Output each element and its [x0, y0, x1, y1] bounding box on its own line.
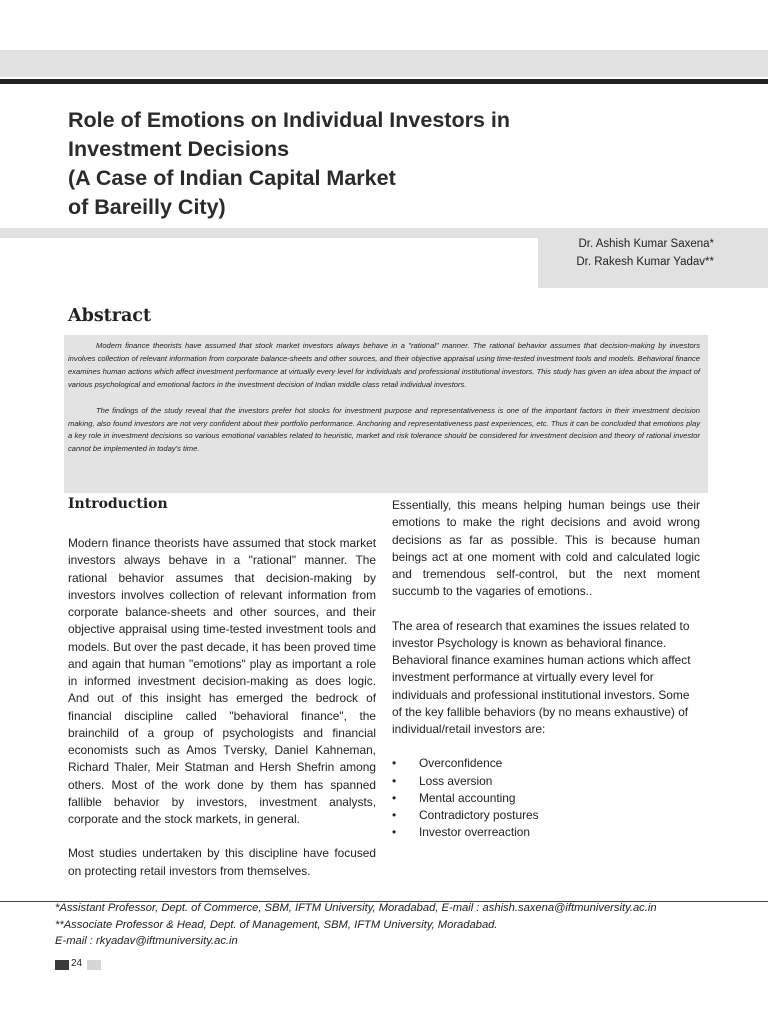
author-list: [520, 235, 714, 271]
page-marker-light: [87, 960, 101, 970]
intro-paragraph-4: The area of research that examines the issues related to investor Psychology is known as behavioral finance. Behavioral finance examines human actions which affect investment performance at virtually every level for individuals and professional institutional investors. Some of the key fallible behaviors (by no means exhaustive) of individual/retail investors are:: [392, 618, 691, 736]
header-band: [0, 50, 768, 77]
intro-paragraph-1: Modern finance theorists have assumed that stock market investors always behave in a "rational" manner. The rational behavior assumes that decision-making by investors involves collection of relevant information from corporate balance-sheets and other sources, and their objective appraisal using time-tested investment tools and models. But over the past decade, it has been proved time and again that human "emotions" play as important a role in informed investment decision-making as does logic. And out of this insight has emerged the bedrock of financial discipline called "behavioral finance", the brainchild of a group of psychologists and financial economists such as Amos Tversky, Daniel Kahneman, Richard Thaler, Meir Statman and Hersh Shefrin among others. Most of the work done by them has spanned fallible behavior by investors, investment analysts, corporate and the stock markets, in general.: [68, 536, 376, 826]
header-rule: [0, 79, 768, 84]
footnote-3: E-mail : rkyadav@iftmuniversity.ac.in: [55, 935, 238, 947]
paper-title: [68, 106, 668, 222]
footnote-1: *Assistant Professor, Dept. of Commerce, SBM, IFTM University, Moradabad, E-mail : ashish.saxena@iftmuniversity.ac.in: [55, 902, 657, 914]
list-item: • Investor overreaction: [392, 824, 700, 841]
footnote-2: **Associate Professor & Head, Dept. of Management, SBM, IFTM University, Moradabad.: [55, 918, 498, 931]
list-item: • Loss aversion: [392, 773, 700, 790]
left-column: [68, 535, 376, 880]
title-line-1: Role of Emotions on Individual Investors in: [68, 108, 510, 132]
intro-paragraph-2: Most studies undertaken by this discipline have focused on protecting retail investors from themselves.: [68, 846, 376, 878]
list-item: • Contradictory postures: [392, 807, 700, 824]
abstract-paragraph-2: The findings of the study reveal that the investors prefer hot stocks for investment purpose and representativeness is one of the important factors in their investment decision making, also found investors are not very confident about their portfolio performance. Anchoring and representativeness past experiences, etc. Thus it can be concluded that emotions play a key role in investment decisions so various emotional variables related to heuristic, market and risk tolerance should be considered for investment decision and theory of rational investor cannot be implemented in today's time.: [68, 405, 700, 454]
list-item: • Mental accounting: [392, 790, 700, 807]
author-2: Dr. Rakesh Kumar Yadav**: [576, 256, 714, 268]
right-column: [392, 497, 700, 842]
abstract-paragraph-1: Modern finance theorists have assumed that stock market investors always behave in a "rational" manner. The rational behavior assumes that decision-making by investors involves collection of relevant information from corporate balance-sheets and other sources, and their objective appraisal using time-tested investment tools and models. Behavioral finance examines human actions which affect investment performance at virtually every level for individuals and professional institutional investors. This study has given an idea about the impact of various psychological and emotional factors in the investment decision of Indian middle class retail individual investors.: [68, 341, 700, 389]
footnotes: [55, 900, 755, 950]
list-item: • Overconfidence: [392, 755, 700, 772]
abstract-text: [68, 340, 700, 469]
page-marker-dark: [55, 960, 69, 970]
fallible-behaviors-list: [392, 755, 700, 841]
page-number: 24: [71, 958, 83, 969]
author-1: Dr. Ashish Kumar Saxena*: [578, 238, 714, 250]
introduction-heading: Introduction: [68, 496, 168, 512]
title-line-3: (A Case of Indian Capital Market: [68, 166, 396, 190]
title-line-2: Investment Decisions: [68, 137, 290, 161]
title-line-4: of Bareilly City): [68, 195, 226, 219]
intro-paragraph-3: Essentially, this means helping human beings use their emotions to make the right decisions and avoid wrong decisions as far as possible. This is because human beings act at one moment with cold and calculated logic and tremendous self-control, but the next moment succumb to the vagaries of emotions..: [392, 498, 700, 599]
abstract-heading: Abstract: [68, 306, 152, 326]
